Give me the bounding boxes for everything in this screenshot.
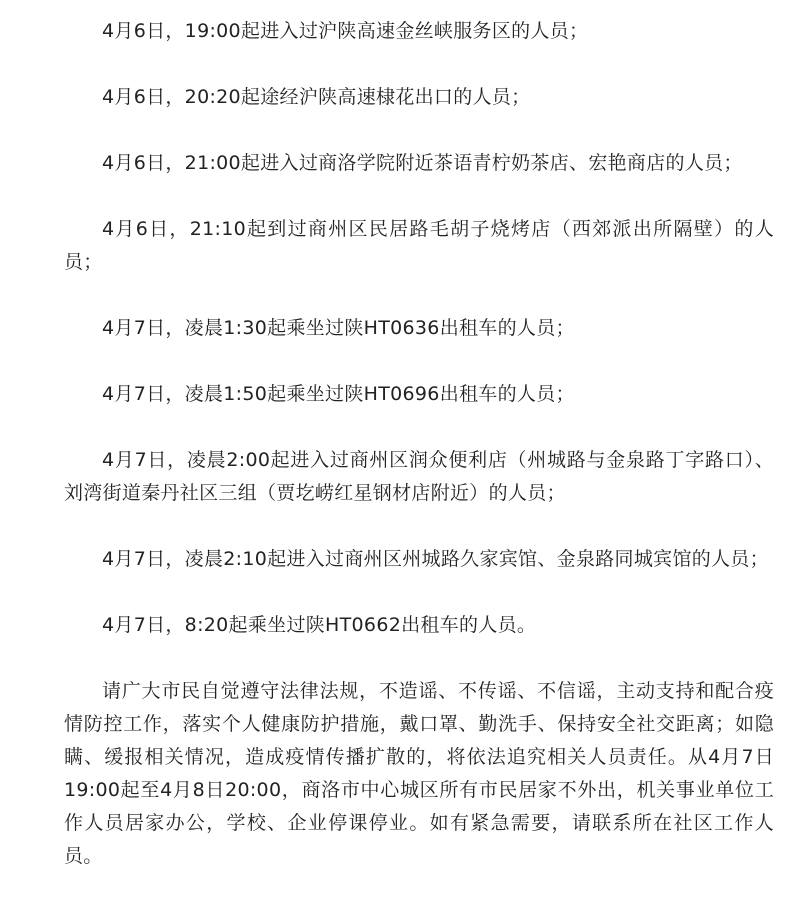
paragraph-gap bbox=[64, 279, 774, 312]
paragraph-gap bbox=[64, 411, 774, 444]
list-item-7: 4月7日，凌晨2:10起进入过商州区州城路久家宾馆、金泉路同城宾馆的人员； bbox=[102, 548, 769, 570]
list-item-3: 4月6日，21:10起到过商州区民居路毛胡子烧烤店（西郊派出所隔壁）的人员； bbox=[64, 218, 774, 273]
list-item-0: 4月6日，19:00起进入过沪陕高速金丝峡服务区的人员； bbox=[102, 20, 589, 42]
notice-paragraph: 请广大市民自觉遵守法律法规，不造谣、不传谣、不信谣，主动支持和配合疫情防控工作，落实个人健康防护措施，戴口罩、勤洗手、保持安全社交距离；如隐瞒、缓报相关情况，造成疫情传播扩散的，将依法追究相关人员责任。从4月7日19:00起至4月8日20:00，商洛市中心城区所有市民居家不外出，机关事业单位工作人员居家办公，学校、企业停课停业。如有紧急需要，请联系所在社区工作人员。 bbox=[64, 680, 774, 867]
list-item-8: 4月7日，8:20起乘坐过陕HT0662出租车的人员。 bbox=[102, 614, 537, 636]
list-item-2: 4月6日，21:00起进入过商洛学院附近茶语青柠奶茶店、宏艳商店的人员； bbox=[102, 152, 743, 174]
paragraph-gap bbox=[64, 510, 774, 543]
list-item-6: 4月7日，凌晨2:00起进入过商州区润众便利店（州城路与金泉路丁字路口）、刘湾街道秦丹社区三组（贾圪崂红星钢材店附近）的人员； bbox=[64, 449, 774, 504]
list-item-5: 4月7日，凌晨1:50起乘坐过陕HT0696出租车的人员； bbox=[102, 383, 575, 405]
paragraph-gap bbox=[64, 180, 774, 213]
paragraph-gap bbox=[64, 48, 774, 81]
article-body bbox=[64, 0, 774, 873]
list-item-1: 4月6日，20:20起途经沪陕高速棣花出口的人员； bbox=[102, 86, 531, 108]
paragraph-gap bbox=[64, 642, 774, 675]
list-item-4: 4月7日，凌晨1:30起乘坐过陕HT0636出租车的人员； bbox=[102, 317, 575, 339]
paragraph-gap bbox=[64, 114, 774, 147]
paragraph-gap bbox=[64, 345, 774, 378]
paragraph-gap bbox=[64, 576, 774, 609]
